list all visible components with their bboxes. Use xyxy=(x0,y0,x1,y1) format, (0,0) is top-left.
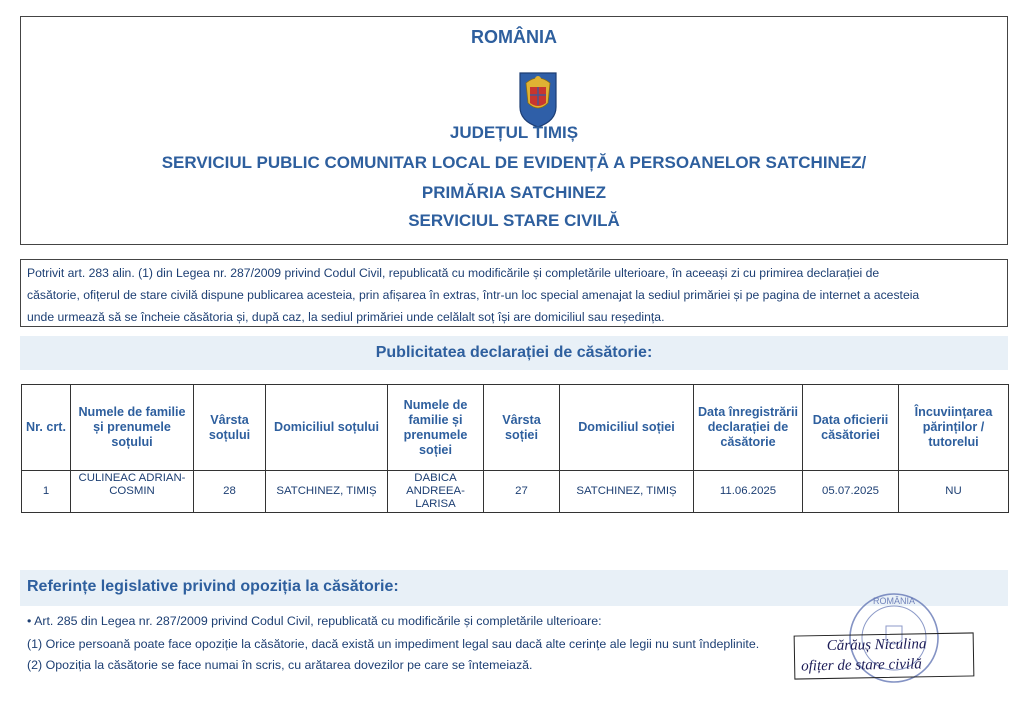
county-title: JUDEȚUL TIMIȘ xyxy=(449,123,579,142)
service-title-line3: SERVICIUL STARE CIVILĂ xyxy=(408,211,620,230)
col-registration-date: Data înregistrării declarației de căsătorie xyxy=(694,385,803,471)
marriage-declaration-table xyxy=(21,384,1009,513)
col-husband-age: Vârsta soțului xyxy=(194,385,266,471)
document-header xyxy=(20,16,1008,245)
legal-intro-paragraph xyxy=(20,259,1008,327)
cell-wife-address: SATCHINEZ, TIMIȘ xyxy=(560,471,694,513)
stamp-text: ROMÂNIA xyxy=(872,596,916,606)
references-title: Referințe legislative privind opoziția la căsătorie: xyxy=(27,578,399,595)
signature-role: ofițer de stare civilă xyxy=(801,656,922,675)
col-wife-name: Numele de familie și prenumele soției xyxy=(388,385,484,471)
signature-name: Cărăuș Niculina xyxy=(826,636,927,654)
reference-article: • Art. 285 din Legea nr. 287/2009 privind Codul Civil, republicată cu modificările și completările ulterioare: xyxy=(27,614,602,628)
signature-box xyxy=(794,632,975,679)
table-header-row xyxy=(22,385,1009,471)
intro-line-1: Potrivit art. 283 alin. (1) din Legea nr. 287/2009 privind Codul Civil, republicată cu modificările și completările ulterioare, în aceeași zi cu primirea declarației de xyxy=(27,266,880,280)
col-wife-age: Vârsta soției xyxy=(484,385,560,471)
cell-wife-age: 27 xyxy=(484,471,560,513)
intro-line-3: unde urmează să se încheie căsătoria și, după caz, la sediul primăriei unde celălalt soț își are domiciliul sau reședința. xyxy=(27,310,665,324)
cell-marriage-date: 05.07.2025 xyxy=(803,471,899,513)
col-wife-address: Domiciliul soției xyxy=(560,385,694,471)
service-title-line2: PRIMĂRIA SATCHINEZ xyxy=(421,183,607,202)
cell-consent: NU xyxy=(899,471,1009,513)
col-husband-name: Numele de familie și prenumele soțului xyxy=(71,385,194,471)
cell-nr: 1 xyxy=(22,471,71,513)
service-title-line1: SERVICIUL PUBLIC COMUNITAR LOCAL DE EVIDENȚĂ A PERSOANELOR SATCHINEZ/ xyxy=(161,153,867,172)
cell-wife-name: DABICA ANDREEA-LARISA xyxy=(388,471,484,513)
col-husband-address: Domiciliul soțului xyxy=(266,385,388,471)
col-consent: Încuviințarea părinților / tutorelui xyxy=(899,385,1009,471)
country-title: ROMÂNIA xyxy=(471,27,557,47)
cell-husband-address: SATCHINEZ, TIMIȘ xyxy=(266,471,388,513)
col-marriage-date: Data oficierii căsătoriei xyxy=(803,385,899,471)
reference-paragraph-2: (2) Opoziția la căsătorie se face numai în scris, cu arătarea dovezilor pe care se întemeiază. xyxy=(27,658,533,672)
intro-line-2: căsătorie, ofițerul de stare civilă dispune publicarea acesteia, prin afișarea în extras, într-un loc special amenajat la sediul primăriei și pe pagina de internet a acesteia xyxy=(27,288,920,302)
cell-registration-date: 11.06.2025 xyxy=(694,471,803,513)
reference-paragraph-1: (1) Orice persoană poate face opoziție la căsătorie, dacă există un impediment legal sau dacă alte cerințe ale legii nu sunt îndeplinite. xyxy=(27,637,760,651)
publication-title: Publicitatea declarației de căsătorie: xyxy=(375,344,653,361)
col-nr: Nr. crt. xyxy=(22,385,71,471)
coat-of-arms-icon xyxy=(518,69,558,129)
table-row xyxy=(22,471,1009,513)
cell-husband-age: 28 xyxy=(194,471,266,513)
cell-husband-name: CULINEAC ADRIAN-COSMIN xyxy=(71,471,194,513)
